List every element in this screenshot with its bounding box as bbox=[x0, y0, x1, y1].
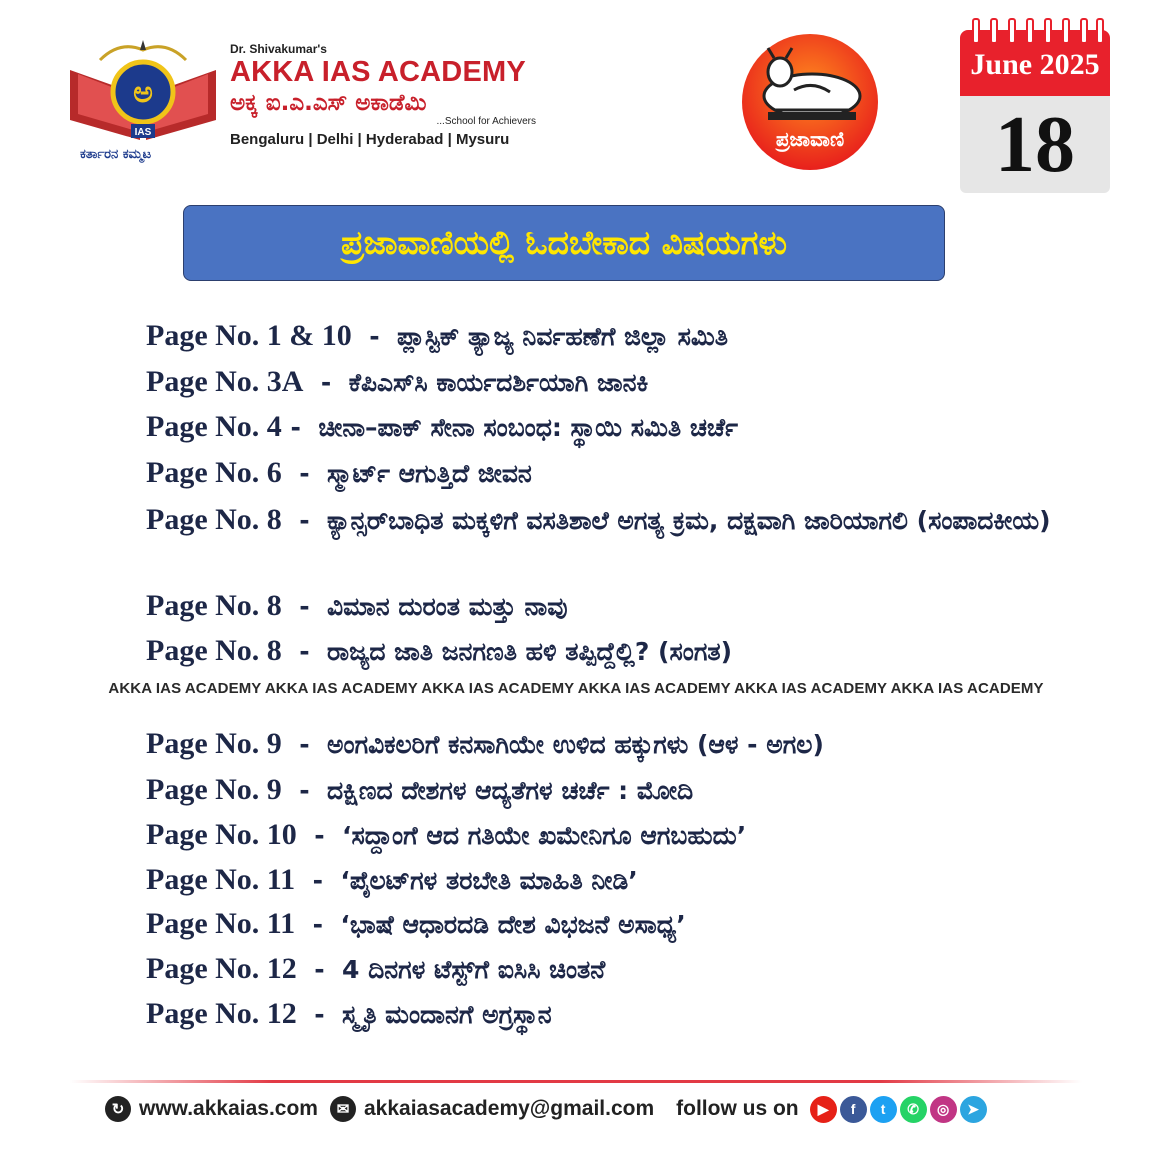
emblem-letter: ಅ bbox=[133, 75, 153, 110]
whatsapp-icon[interactable]: ✆ bbox=[900, 1096, 927, 1123]
article-title: ದಕ್ಷಿಣದ ದೇಶಗಳ ಆದ್ಯತೆಗಳ ಚರ್ಚೆ : ಮೋದಿ bbox=[327, 776, 694, 805]
page-number: Page No. 12 bbox=[146, 952, 297, 985]
page-number: Page No. 3A bbox=[146, 365, 304, 398]
website-link[interactable]: www.akkaias.com bbox=[139, 1097, 318, 1120]
brand-block bbox=[230, 42, 560, 148]
article-title: ಚೀನಾ–ಪಾಕ್ ಸೇನಾ ಸಂಬಂಧ: ಸ್ಥಾಯಿ ಸಮಿತಿ ಚರ್ಚೆ bbox=[318, 413, 738, 442]
page-title: ಪ್ರಜಾವಾಣಿಯಲ್ಲಿ ಓದಬೇಕಾದ ವಿಷಯಗಳು bbox=[341, 223, 787, 262]
page-number: Page No. 9 bbox=[146, 773, 282, 806]
academy-name-english: AKKA IAS ACADEMY bbox=[230, 56, 526, 88]
page-number: Page No. 6 bbox=[146, 456, 282, 489]
follow-label: follow us on bbox=[676, 1097, 799, 1120]
open-book-icon bbox=[60, 40, 226, 150]
list-item bbox=[146, 405, 1106, 450]
watermark-strip: AKKA IAS ACADEMY AKKA IAS ACADEMY AKKA IAS ACADEMY AKKA IAS ACADEMY AKKA IAS ACADEMY AKKA IAS ACADEMY bbox=[108, 680, 1044, 697]
globe-icon: ↻ bbox=[105, 1096, 131, 1122]
emblem-badge: IAS bbox=[134, 127, 152, 138]
footer-divider bbox=[70, 1080, 1082, 1083]
page-number: Page No. 11 bbox=[146, 907, 296, 940]
article-title: ‘ಭಾಷೆ ಆಧಾರದಡಿ ದೇಶ ವಿಭಜನೆ ಅಸಾಧ್ಯ’ bbox=[340, 910, 686, 939]
page-number: Page No. 12 bbox=[146, 997, 297, 1030]
article-title: ವಿಮಾನ ದುರಂತ ಮತ್ತು ನಾವು bbox=[327, 592, 568, 621]
article-title: ಸ್ಮಾರ್ಟ್ ಆಗುತ್ತಿದೆ ಜೀವನ bbox=[327, 459, 532, 488]
article-title: ಅಂಗವಿಕಲರಿಗೆ ಕನಸಾಗಿಯೇ ಉಳಿದ ಹಕ್ಕುಗಳು (ಆಳ - ಅಗಲ) bbox=[327, 730, 824, 759]
list-item bbox=[146, 992, 1106, 1037]
list-item bbox=[146, 314, 1106, 359]
separator: - bbox=[295, 910, 341, 939]
article-title: ಕ್ಯಾನ್ಸರ್‌ಬಾಧಿತ ಮಕ್ಕಳಿಗೆ ವಸತಿಶಾಲೆ ಅಗತ್ಯ ಕ್ರಮ, ದಕ್ಷವಾಗಿ ಜಾರಿಯಾಗಲಿ (ಸಂಪಾದಕೀಯ) bbox=[327, 506, 1051, 535]
page-number: Page No. 8 bbox=[146, 503, 282, 536]
list-item bbox=[146, 584, 1106, 629]
page-number: Page No. 11 bbox=[146, 863, 296, 896]
article-title: ‘ಸದ್ದಾಂಗೆ ಆದ ಗತಿಯೇ ಖಮೇನಿಗೂ ಆಗಬಹುದು’ bbox=[342, 821, 747, 850]
page-number: Page No. 4 bbox=[146, 410, 282, 443]
newspaper-name: ಪ್ರಜಾವಾಣಿ bbox=[775, 127, 845, 151]
article-title: ‘ಪೈಲಟ್‌ಗಳ ತರಬೇತಿ ಮಾಹಿತಿ ನೀಡಿ’ bbox=[340, 866, 638, 895]
academy-motto: ಕರ್ತಾರನ ಕಮ್ಮಟ bbox=[80, 147, 152, 162]
article-title: ಪ್ಲಾಸ್ಟಿಕ್ ತ್ಯಾಜ್ಯ ನಿರ್ವಹಣೆಗೆ ಜಿಲ್ಲಾ ಸಮಿತಿ bbox=[397, 322, 729, 351]
separator: - bbox=[296, 955, 343, 984]
separator: - bbox=[281, 506, 328, 535]
list-item bbox=[146, 768, 1106, 813]
list-item bbox=[146, 629, 1106, 674]
founder-name: Dr. Shivakumar's bbox=[230, 42, 327, 56]
facebook-icon[interactable]: f bbox=[840, 1096, 867, 1123]
calendar-month: June 2025 bbox=[970, 48, 1100, 81]
date-calendar bbox=[960, 18, 1110, 193]
calendar-day: 18 bbox=[995, 101, 1075, 189]
newspaper-logo bbox=[734, 30, 886, 172]
separator: - bbox=[295, 866, 341, 895]
footer bbox=[105, 1092, 1065, 1126]
page-number: Page No. 9 bbox=[146, 727, 282, 760]
list-item bbox=[146, 858, 1106, 903]
article-title: 4 ದಿನಗಳ ಟೆಸ್ಟ್‌ಗೆ ಐಸಿಸಿ ಚಿಂತನೆ bbox=[342, 955, 606, 984]
separator: - bbox=[281, 730, 328, 759]
list-item bbox=[146, 902, 1106, 947]
separator: - bbox=[281, 413, 319, 442]
page-number: Page No. 8 bbox=[146, 634, 282, 667]
article-title: ಸ್ಮೃತಿ ಮಂದಾನಗೆ ಅಗ್ರಸ್ಥಾನ bbox=[342, 1000, 552, 1029]
email-icon: ✉ bbox=[330, 1096, 356, 1122]
article-title: ರಾಜ್ಯದ ಜಾತಿ ಜನಗಣತಿ ಹಳಿ ತಪ್ಪಿದ್ದೆಲ್ಲಿ? (ಸಂಗತ) bbox=[327, 637, 733, 666]
title-banner bbox=[183, 205, 945, 281]
page-number: Page No. 1 & 10 bbox=[146, 319, 352, 352]
instagram-icon[interactable]: ◎ bbox=[930, 1096, 957, 1123]
list-item bbox=[146, 451, 1106, 496]
telegram-icon[interactable]: ➤ bbox=[960, 1096, 987, 1123]
list-item bbox=[146, 722, 1106, 767]
page-number: Page No. 8 bbox=[146, 589, 282, 622]
list-item bbox=[146, 501, 1056, 540]
separator: - bbox=[296, 821, 343, 850]
separator: - bbox=[281, 776, 328, 805]
separator: - bbox=[303, 368, 349, 397]
separator: - bbox=[281, 637, 328, 666]
page-number: Page No. 10 bbox=[146, 818, 297, 851]
academy-cities: Bengaluru | Delhi | Hyderabad | Mysuru bbox=[230, 131, 510, 148]
social-links bbox=[807, 1096, 987, 1123]
email-link[interactable]: akkaiasacademy@gmail.com bbox=[363, 1097, 655, 1120]
youtube-icon[interactable]: ▶ bbox=[810, 1096, 837, 1123]
separator: - bbox=[296, 1000, 343, 1029]
list-item bbox=[146, 360, 1106, 405]
academy-name-kannada: ಅಕ್ಕ ಐ.ಎ.ಎಸ್ ಅಕಾಡೆಮಿ bbox=[230, 90, 427, 116]
academy-tagline: ...School for Achievers bbox=[436, 116, 536, 127]
list-item bbox=[146, 813, 1106, 858]
article-title: ಕೆಪಿಎಸ್‌ಸಿ ಕಾರ್ಯದರ್ಶಿಯಾಗಿ ಜಾನಕಿ bbox=[348, 368, 649, 397]
separator: - bbox=[281, 592, 328, 621]
separator: - bbox=[351, 322, 397, 351]
twitter-icon[interactable]: t bbox=[870, 1096, 897, 1123]
separator: - bbox=[281, 459, 328, 488]
list-item bbox=[146, 947, 1106, 992]
